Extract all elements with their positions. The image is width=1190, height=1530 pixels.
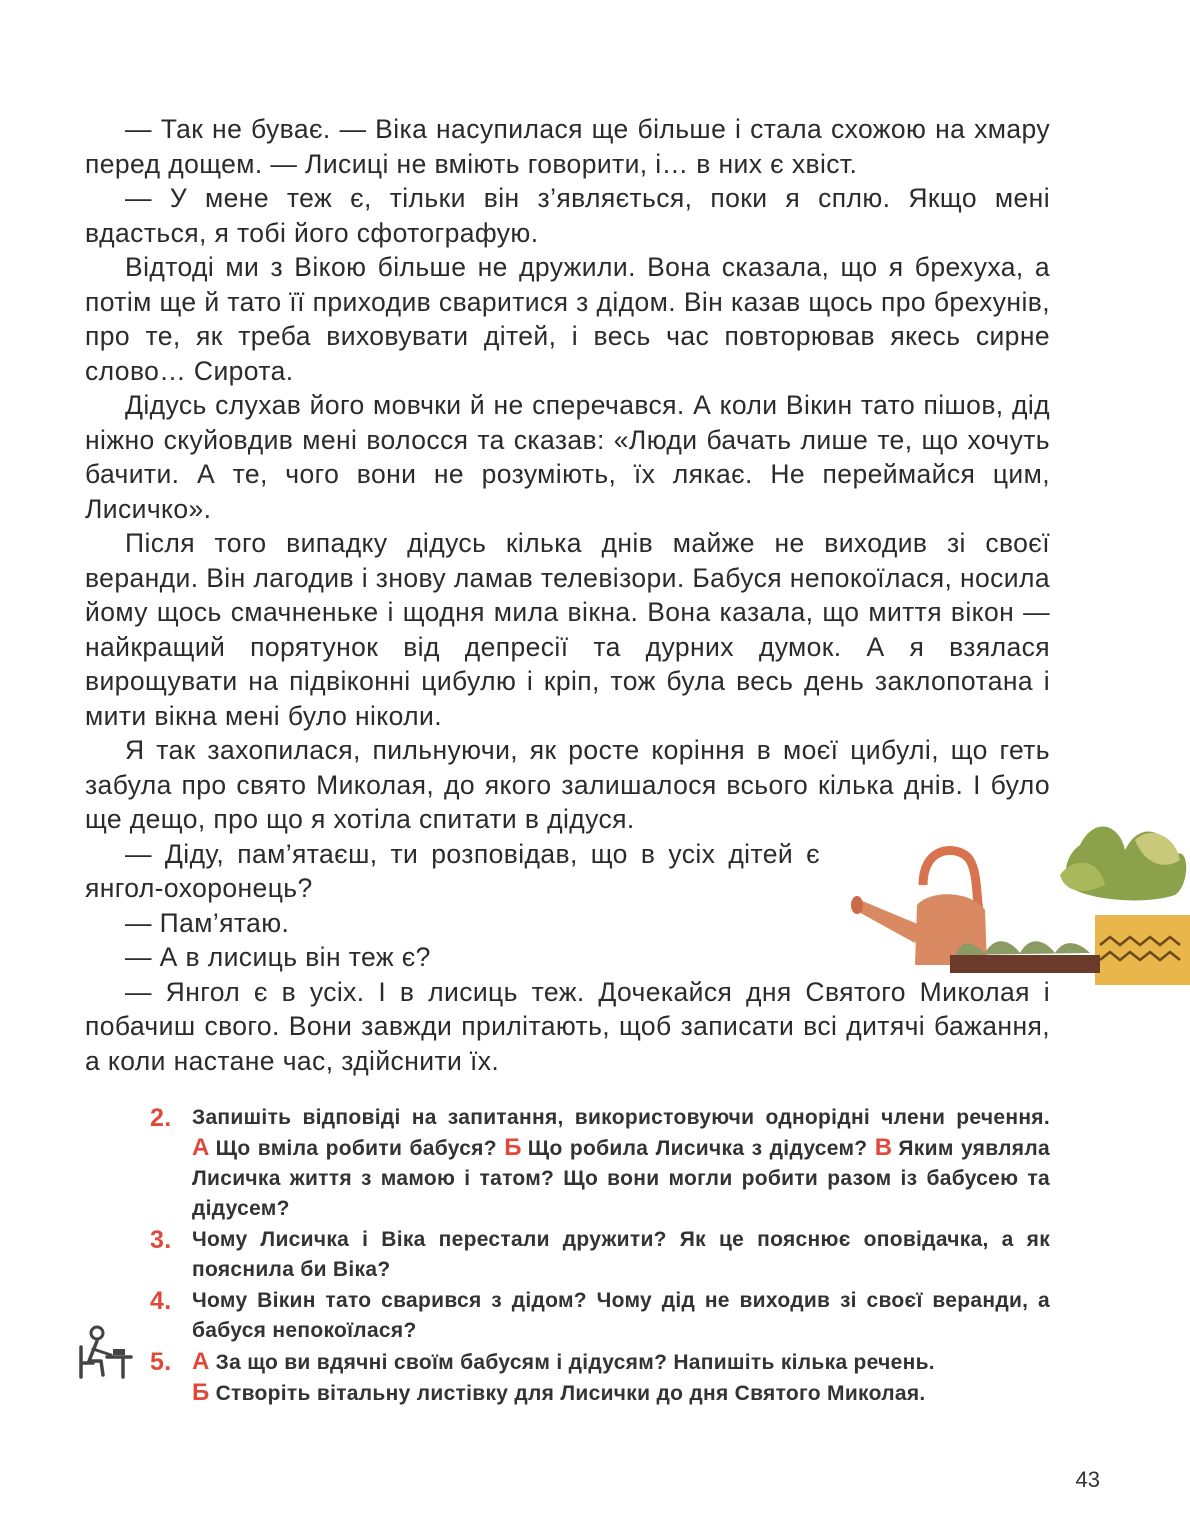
story-paragraph: — Янгол є в усіх. І в лисиць теж. Дочекайся дня Святого Миколая і побачиш свого. Вони завжди прилітають, щоб записати всі дитячі бажання, а коли настане час, здійснити їх. (85, 976, 1050, 1076)
task-text: Що вміла робити бабуся? (215, 1137, 497, 1160)
desk-writing-icon (75, 1325, 135, 1380)
subtask-letter: А (192, 1348, 210, 1375)
story-paragraph: — А в лисиць він теж є? (125, 942, 431, 972)
task-5 (150, 1347, 1050, 1409)
task-2 (150, 1103, 1050, 1224)
subtask-letter: А (192, 1134, 210, 1161)
watering-can-plants-illustration (845, 815, 1190, 990)
task-text: Що робила Лисичка з дідусем? (527, 1137, 868, 1160)
task-text: Запишіть відповіді на запитання, використовуючи однорідні члени речення. (192, 1106, 1050, 1129)
story-paragraph: Після того випадку дідусь кілька днів майже не виходив зі своєї веранди. Він лагодив і знову ламав телевізори. Бабуся непокоїлася, носила йому щось смачненьке і щодня мила вікна. Вона казала, що миття вікон — найкращий порятунок від депресії та дурних думок. А я взялася вирощувати на підвіконні цибулю і кріп, тож була весь день заклопотана і мити вікна мені було ніколи. (85, 528, 1050, 731)
subtask-letter: Б (192, 1379, 210, 1406)
task-4 (150, 1286, 1050, 1346)
story-paragraph: Я так захопилася, пильнуючи, як росте коріння в моєї цибулі, що геть забула про свято Миколая, до якого залишалося всього кілька днів. І було ще дещо, про що я хотіла спитати в дідуся. (85, 735, 1050, 834)
task-text: Чому Лисичка і Віка перестали дружити? Як це пояснює оповідачка, а як пояснила би Віка? (192, 1228, 1050, 1281)
task-text: За що ви вдячні своїм бабусям і дідусям? Напишіть кілька речень. (215, 1351, 935, 1374)
task-text: Яким уявляла Лисичка життя з мамою і татом? Що вони могли робити разом із бабусею та дідусем? (192, 1137, 1050, 1220)
story-paragraph: — Пам’ятаю. (125, 907, 290, 938)
task-number: 5. (150, 1348, 172, 1376)
story-paragraph: — У мене теж є, тільки він з’являється, поки я сплю. Якщо мені вдасться, я тобі його сфотографую. (85, 183, 1050, 248)
subtask-letter: Б (504, 1134, 522, 1161)
task-3 (150, 1225, 1050, 1285)
task-text: Створіть вітальну листівку для Лисички до дня Святого Миколая. (215, 1382, 926, 1405)
task-number: 2. (150, 1104, 172, 1132)
story-paragraph: — Так не буває. — Віка насупилася ще більше і стала схожою на хмару перед дощем. — Лисиці не вміють говорити, і… в них є хвіст. (85, 114, 1050, 179)
task-number: 3. (150, 1226, 172, 1254)
task-number: 4. (150, 1287, 172, 1315)
story-paragraph: Відтоді ми з Вікою більше не дружили. Вона сказала, що я брехуха, а потім ще й тато її приходив сваритися з дідом. Він казав щось про брехунів, про те, як треба виховувати дітей, і весь час повторював якесь сирне слово… Сирота. (85, 252, 1050, 386)
task-text: Чому Вікин тато сварився з дідом? Чому дід не виходив зі своєї веранди, а бабуся непокоїлася? (192, 1289, 1050, 1342)
tasks-section (150, 1103, 1050, 1410)
page-number: 43 (1075, 1467, 1100, 1492)
story-paragraph: Дідусь слухав його мовчки й не сперечався. А коли Вікин тато пішов, дід ніжно скуйовдив мені волосся та сказав: «Люди бачать лише те, що хочуть бачити. А те, чого вони не розуміють, їх лякає. Не переймайся цим, Лисичко». (85, 390, 1050, 524)
subtask-letter: В (874, 1134, 893, 1161)
story-paragraph: — Діду, пам’ятаєш, ти розповідав, що в усіх дітей є янгол-охоронець? (85, 838, 820, 903)
